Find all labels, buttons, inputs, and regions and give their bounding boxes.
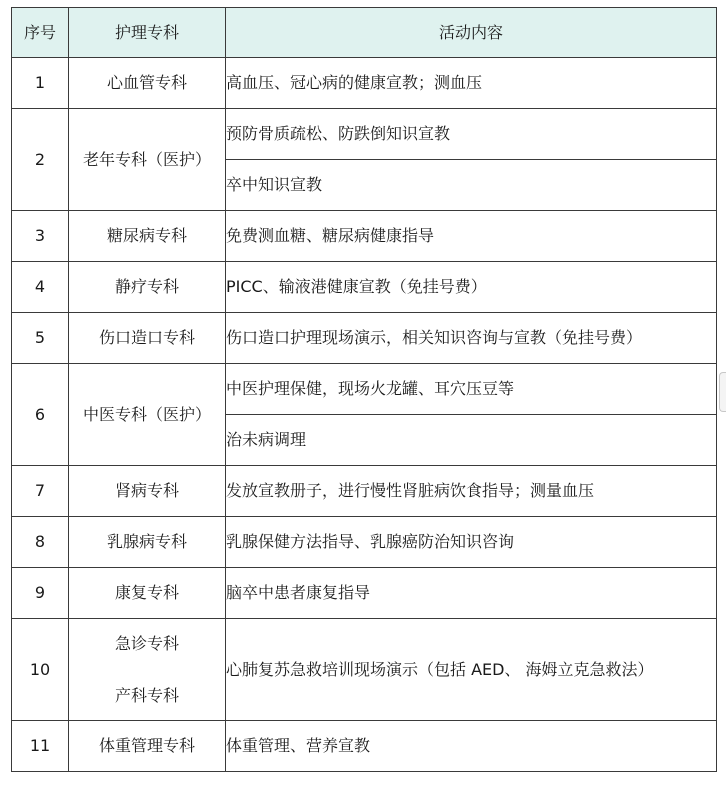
activity-table [11,7,717,772]
specialty-cell: 康复专科 [69,568,226,619]
table-row [12,364,717,415]
specialty-cell: 糖尿病专科 [69,211,226,262]
specialty-cell: 乳腺病专科 [69,517,226,568]
row-number: 7 [12,466,69,517]
specialty-cell: 中医专科（医护） [69,364,226,466]
row-number: 8 [12,517,69,568]
row-number: 11 [12,721,69,772]
table-row [12,58,717,109]
specialty-cell: 老年专科（医护） [69,109,226,211]
row-number: 10 [12,619,69,721]
header-content: 活动内容 [226,8,717,58]
header-no: 序号 [12,8,69,58]
specialty-cell: 心血管专科 [69,58,226,109]
table-row [12,619,717,721]
activity-cell: 乳腺保健方法指导、乳腺癌防治知识咨询 [226,517,717,568]
row-number: 3 [12,211,69,262]
row-number: 1 [12,58,69,109]
activity-cell: 脑卒中患者康复指导 [226,568,717,619]
row-number: 2 [12,109,69,211]
activity-cell: 伤口造口护理现场演示，相关知识咨询与宣教（免挂号费） [226,313,717,364]
activity-cell: 体重管理、营养宣教 [226,721,717,772]
table-row [12,262,717,313]
row-number: 6 [12,364,69,466]
specialty-cell: 肾病专科 [69,466,226,517]
table-row [12,466,717,517]
activity-cell: 免费测血糖、糖尿病健康指导 [226,211,717,262]
specialty-cell: 静疗专科 [69,262,226,313]
row-number: 9 [12,568,69,619]
specialty-cell [69,619,226,721]
activity-cell: PICC、输液港健康宣教（免挂号费） [226,262,717,313]
specialty-cell: 体重管理专科 [69,721,226,772]
table-row [12,109,717,160]
row-number: 5 [12,313,69,364]
table-row [12,721,717,772]
activity-cell: 卒中知识宣教 [226,160,717,211]
activity-cell: 高血压、冠心病的健康宣教；测血压 [226,58,717,109]
table-row [12,517,717,568]
specialty-line: 急诊专科 [114,633,179,653]
activity-cell: 发放宣教册子，进行慢性肾脏病饮食指导；测量血压 [226,466,717,517]
row-number: 4 [12,262,69,313]
activity-cell: 中医护理保健，现场火龙罐、耳穴压豆等 [226,364,717,415]
table-row [12,568,717,619]
side-scroll-tab[interactable] [719,372,726,412]
specialty-line: 产科专科 [114,685,179,705]
header-row [12,8,717,58]
specialty-cell: 伤口造口专科 [69,313,226,364]
activity-cell: 预防骨质疏松、防跌倒知识宣教 [226,109,717,160]
table-row [12,313,717,364]
activity-cell: 治未病调理 [226,415,717,466]
header-specialty: 护理专科 [69,8,226,58]
table-row [12,211,717,262]
activity-cell: 心肺复苏急救培训现场演示（包括 AED、 海姆立克急救法） [226,619,717,721]
